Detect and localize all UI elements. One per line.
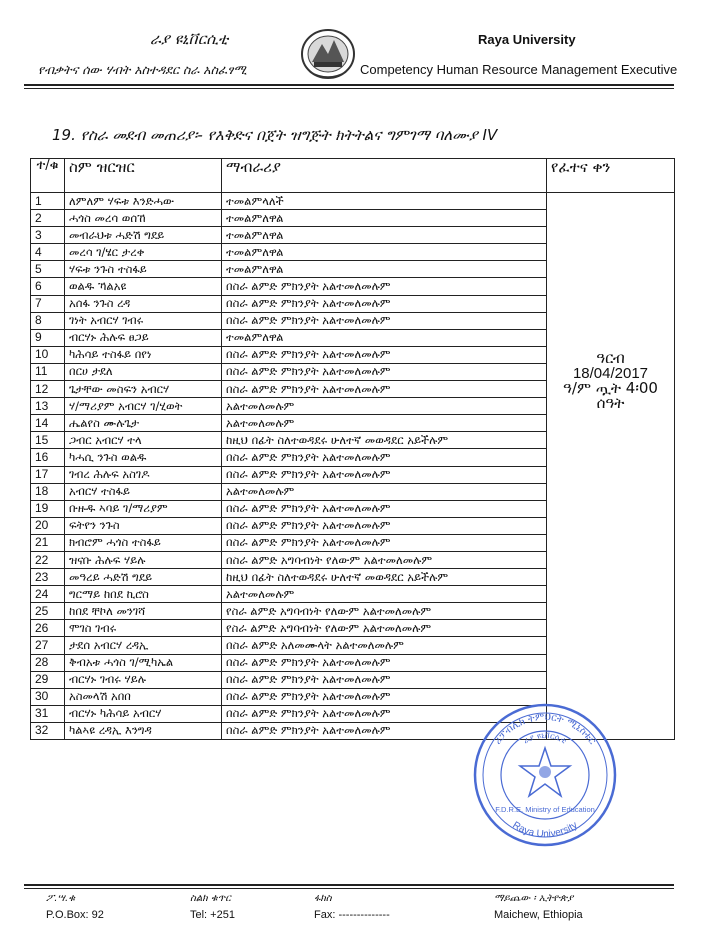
header-remark: ማብራሪያ — [222, 159, 547, 193]
applicant-name: ታደሰ አብርሃ ረዳኢ — [65, 637, 222, 654]
row-number: 15 — [31, 432, 65, 449]
applicant-remark: ተመልምለዋል — [222, 227, 547, 244]
applicant-name: ሃፍቱ ንጉስ ተስፋይ — [65, 261, 222, 278]
stamp-top-text: ሪፓብሊክ ትምህርት ሚኒስቴር — [492, 711, 598, 747]
applicant-remark: ከዚህ በፊት ስለተወዳደሩ ሁለተኛ መወዳደር አይችሉም — [222, 432, 547, 449]
row-number: 6 — [31, 278, 65, 295]
exam-unit: ሰዓት — [596, 394, 625, 412]
exam-date: 18/04/2017 — [572, 365, 649, 382]
applicant-remark: ተመልምለዋል — [222, 329, 547, 346]
footer-fax: Fax: -------------- — [314, 909, 390, 921]
row-number: 1 — [31, 193, 65, 210]
row-number: 24 — [31, 586, 65, 603]
row-number: 19 — [31, 500, 65, 517]
footer-pobox-amharic: ፖ.ሣ.ቁ — [46, 893, 76, 904]
applicant-name: ጌታቸው መስፍን አብርሃ — [65, 381, 222, 398]
exam-schedule-cell — [547, 193, 675, 740]
applicant-name: ዝናቡ ሕሉፍ ሃይሉ — [65, 551, 222, 568]
footer-tel-amharic: ስልክ ቁጥር — [190, 893, 231, 904]
applicant-name: ጋብር አብርሃ ተላ — [65, 432, 222, 449]
row-number: 30 — [31, 688, 65, 705]
footer-tel: Tel: +251 — [190, 909, 235, 921]
row-number: 7 — [31, 295, 65, 312]
row-number: 18 — [31, 483, 65, 500]
applicant-name: ሃ/ማሪያም አብርሃ ገ/ሂወት — [65, 398, 222, 415]
row-number: 12 — [31, 381, 65, 398]
table-header-row — [31, 159, 675, 193]
university-logo — [300, 28, 356, 80]
row-number: 21 — [31, 534, 65, 551]
header-number: ተ/ቁ — [31, 159, 65, 193]
footer-rule — [24, 884, 674, 886]
row-number: 29 — [31, 671, 65, 688]
department-name-english: Competency Human Resource Management Executive — [360, 62, 678, 77]
applicant-remark: በስራ ልምድ ምክንያት አልተመለመሉም — [222, 278, 547, 295]
applicant-name: ገብረ ሕሉፍ አስገዶ — [65, 466, 222, 483]
applicant-name: ለምለም ሃፍቱ እንድሓው — [65, 193, 222, 210]
applicant-remark: ተመልምለዋል — [222, 210, 547, 227]
footer-fax-amharic: ፋክስ — [314, 893, 332, 904]
applicant-name: ክብሮም ሓጎስ ተስፋይ — [65, 534, 222, 551]
applicant-remark: በስራ ልምድ ምክንያት አልተመለመሉም — [222, 312, 547, 329]
applicant-remark: አልተመለመሉም — [222, 483, 547, 500]
row-number: 25 — [31, 603, 65, 620]
row-number: 17 — [31, 466, 65, 483]
row-number: 20 — [31, 517, 65, 534]
applicant-name: አስመላሽ አበበ — [65, 688, 222, 705]
applicant-remark: በስራ ልምድ ምክንያት አልተመለመሉም — [222, 381, 547, 398]
header-rule — [24, 84, 674, 86]
applicant-name: አሰፋ ንጉስ ረዳ — [65, 295, 222, 312]
row-number: 3 — [31, 227, 65, 244]
applicant-name: ካልኣዩ ረዳኢ እንግዳ — [65, 722, 222, 739]
row-number: 32 — [31, 722, 65, 739]
row-number: 16 — [31, 449, 65, 466]
applicant-remark: በስራ ልምድ ምክንያት አልተመለመሉም — [222, 295, 547, 312]
applicant-remark: አልተመለመሉም — [222, 415, 547, 432]
applicant-remark: ከዚህ በፊት ስለተወዳደሩ ሁለተኛ መወዳደር አይችሉም — [222, 569, 547, 586]
applicant-name: መረሳ ገ/ሄር ታረቀ — [65, 244, 222, 261]
row-number: 14 — [31, 415, 65, 432]
applicant-name: ቅብአቱ ሓጎስ ገ/ሚካኤል — [65, 654, 222, 671]
applicant-remark: በስራ ልምድ ምክንያት አልተመለመሉም — [222, 688, 547, 705]
position-title: 19. የስራ መደብ መጠሪያ፡- የእቅድና በጀት ዝግጅት ክትትልና ግምገማ ባለሙያ IV — [52, 126, 498, 144]
applicant-name: ካሓሲ ንጉስ ወልዱ — [65, 449, 222, 466]
applicant-name: አብርሃ ተስፋይ — [65, 483, 222, 500]
footer-pobox: P.O.Box: 92 — [46, 909, 104, 921]
row-number: 11 — [31, 363, 65, 380]
row-number: 10 — [31, 346, 65, 363]
applicant-name: ካሕሳይ ተስፋይ በየነ — [65, 346, 222, 363]
applicant-remark: በስራ ልምድ ምክንያት አልተመለመሉም — [222, 534, 547, 551]
applicant-remark: በስራ ልምድ ምክንያት አልተመለመሉም — [222, 466, 547, 483]
row-number: 8 — [31, 312, 65, 329]
applicant-remark: በስራ ልምድ ምክንያት አልተመለመሉም — [222, 671, 547, 688]
row-number: 27 — [31, 637, 65, 654]
row-number: 23 — [31, 569, 65, 586]
applicant-remark: በስራ ልምድ ምክንያት አልተመለመሉም — [222, 346, 547, 363]
applicant-remark: ተመልምለዋል — [222, 244, 547, 261]
applicant-remark: በስራ ልምድ ምክንያት አልተመለመሉም — [222, 705, 547, 722]
applicant-name: ከበደ ቸኮለ መንገሻ — [65, 603, 222, 620]
applicant-remark: የስራ ልምድ አግባብነት የለውም አልተመለመሉም — [222, 620, 547, 637]
stamp-bottom-text: Raya University — [510, 819, 580, 841]
applicant-remark: በስራ ልምድ ምክንያት አልተመለመሉም — [222, 449, 547, 466]
applicant-table — [30, 158, 675, 740]
row-number: 4 — [31, 244, 65, 261]
footer-city-amharic: ማይጨው ፡ ኢትዮጵያ — [494, 893, 574, 904]
university-name-english: Raya University — [478, 32, 576, 47]
row-number: 26 — [31, 620, 65, 637]
row-number: 2 — [31, 210, 65, 227]
applicant-name: ቡዙዱ ኣባይ ገ/ማሪያም — [65, 500, 222, 517]
official-stamp — [470, 700, 620, 850]
applicant-name: ብርሃኑ ሕሉፍ ፀጋይ — [65, 329, 222, 346]
svg-text:ሪፓብሊክ ትምህርት ሚኒስቴር — [492, 712, 597, 747]
applicant-remark: ተመልምለዋል — [222, 261, 547, 278]
stamp-inner-text: ራያ ዩኒቨርሲቲ — [521, 730, 569, 746]
applicant-remark: በስራ ልምድ ምክንያት አልተመለመሉም — [222, 654, 547, 671]
applicant-name: ሓጎስ መረሳ ወሰኸ — [65, 210, 222, 227]
applicant-name: ገነት አብርሃ ገብሩ — [65, 312, 222, 329]
applicant-remark: የስራ ልምድ አግባብነት የለውም አልተመለመሉም — [222, 603, 547, 620]
applicant-remark: በስራ ልምድ አግባብነት የለውም አልተመለመሉም — [222, 551, 547, 568]
row-number: 28 — [31, 654, 65, 671]
table-row — [31, 193, 675, 210]
footer-rule-thin — [24, 888, 674, 889]
header-exam-date: የፈተና ቀን — [547, 159, 675, 193]
applicant-name: ወልዱ ኻልአዩ — [65, 278, 222, 295]
applicant-remark: በስራ ልምድ ምክንያት አልተመለመሉም — [222, 363, 547, 380]
header-name: ስም ዝርዝር — [65, 159, 222, 193]
header-rule-thin — [24, 88, 674, 89]
applicant-remark: አልተመለመሉም — [222, 586, 547, 603]
exam-time: ዓ/ም ጧት 4፡00 — [563, 379, 658, 397]
applicant-name: መብራህቱ ሓድሽ ግደይ — [65, 227, 222, 244]
svg-text:Raya University — [510, 820, 579, 840]
applicant-name: ሔልየስ ሙሉጌታ — [65, 415, 222, 432]
applicant-remark: በስራ ልምድ ምክንያት አልተመለመሉም — [222, 722, 547, 739]
row-number: 22 — [31, 551, 65, 568]
applicant-name: ፍትየን ንጉስ — [65, 517, 222, 534]
applicant-remark: በስራ ልምድ ምክንያት አልተመለመሉም — [222, 500, 547, 517]
row-number: 5 — [31, 261, 65, 278]
footer-city: Maichew, Ethiopia — [494, 909, 583, 921]
exam-day: ዓርብ — [596, 349, 625, 367]
applicant-remark: በስራ ልምድ አለመሙላት አልተመለመሉም — [222, 637, 547, 654]
applicant-name: በርሀ ታደለ — [65, 363, 222, 380]
applicant-name: መዓረይ ሓድሽ ግደይ — [65, 569, 222, 586]
applicant-name: ብርሃኑ ገብሩ ሃይሉ — [65, 671, 222, 688]
applicant-name: ሞገስ ገብሩ — [65, 620, 222, 637]
applicant-remark: አልተመለመሉም — [222, 398, 547, 415]
table-body — [31, 193, 675, 740]
row-number: 13 — [31, 398, 65, 415]
university-name-amharic: ራያ ዩኒቨርሲቲ — [150, 30, 229, 48]
applicant-remark: በስራ ልምድ ምክንያት አልተመለመሉም — [222, 517, 547, 534]
stamp-fdre-text: F.D.R.E. Ministry of Education — [495, 805, 595, 814]
department-name-amharic: የብቃትና ሰው ሃብት አስተዳደር ስራ አስፈፃሚ — [38, 62, 247, 77]
applicant-name: ብርሃኑ ካሕሳይ አብርሃ — [65, 705, 222, 722]
applicant-name: ግርማይ ከበደ ኪሮስ — [65, 586, 222, 603]
row-number: 31 — [31, 705, 65, 722]
svg-text:ራያ ዩኒቨርሲቲ — [522, 731, 569, 746]
applicant-remark: ተመልምላለች — [222, 193, 547, 210]
row-number: 9 — [31, 329, 65, 346]
